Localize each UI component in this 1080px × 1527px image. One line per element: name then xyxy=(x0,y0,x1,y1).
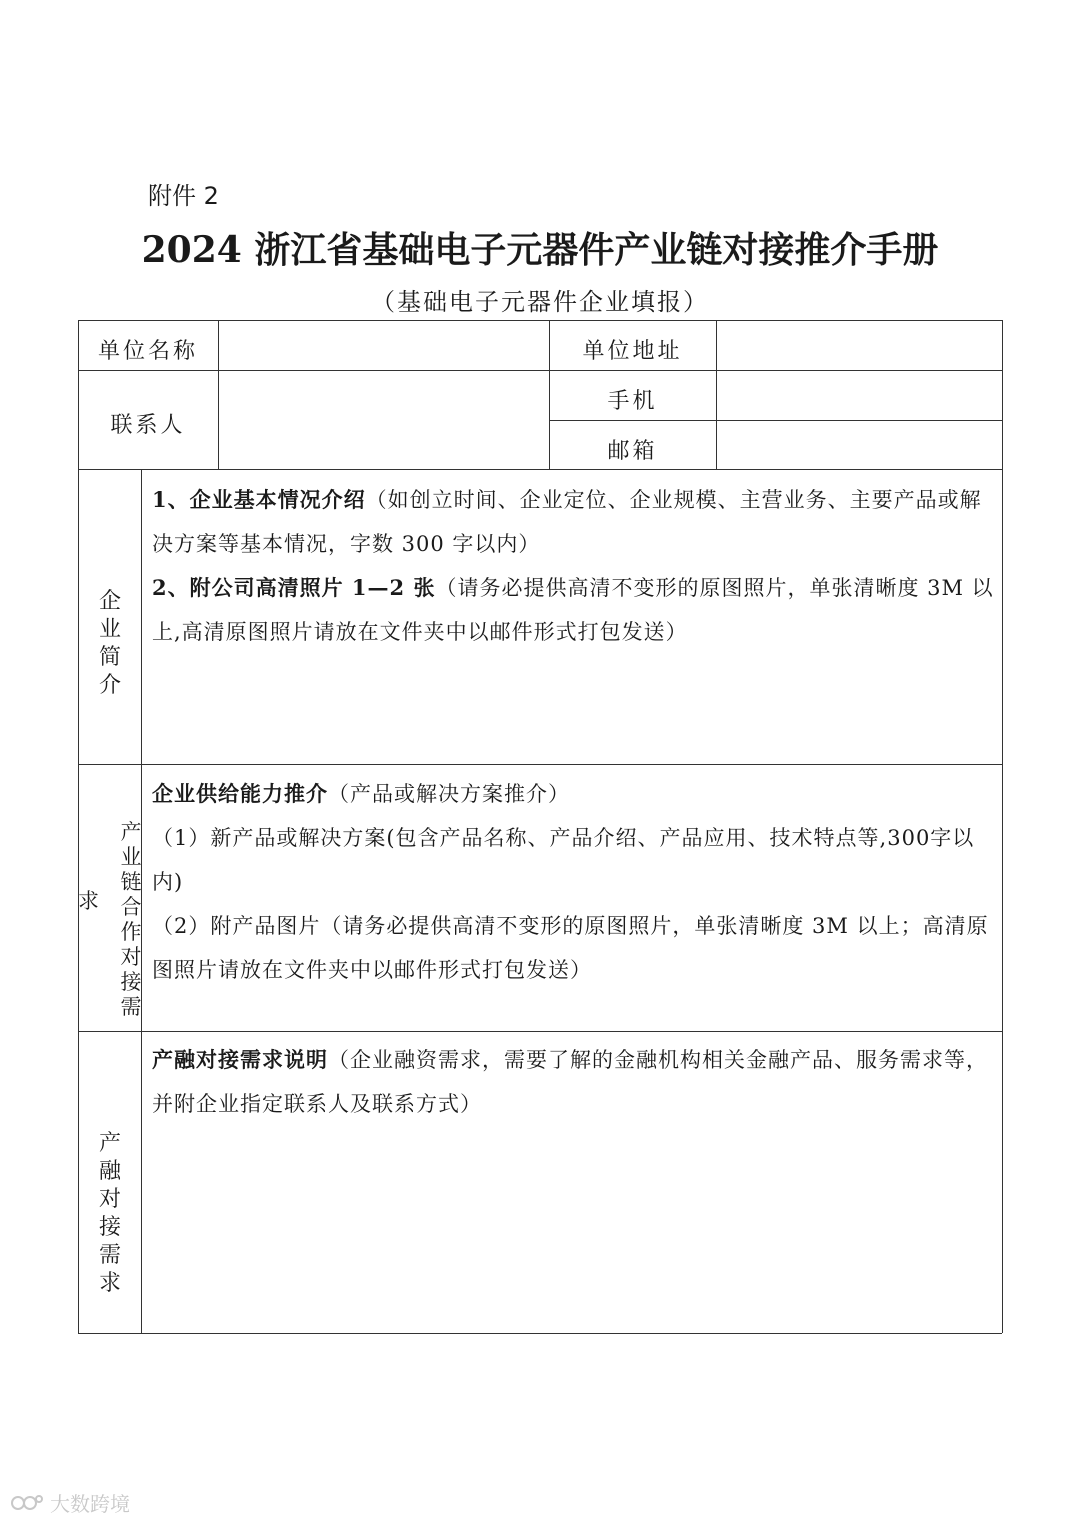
profile-item2-text: （请务必提供高清不变形的原图照片，单张清晰度 3M 以上,高清原图照片请放在文件夹中以邮件形式打包发送） xyxy=(152,576,994,644)
profile-item2-title: 2、附公司高清照片 1—2 张 xyxy=(152,575,436,600)
phone-label: 手机 xyxy=(607,389,658,414)
supply-heading: 企业供给能力推介 xyxy=(152,781,328,806)
supply-section-label: 产业链合作对接需 xyxy=(120,820,142,1019)
watermark xyxy=(10,1488,130,1517)
page-subtitle: （基础电子元器件企业填报） xyxy=(371,288,709,316)
phone-field[interactable] xyxy=(717,371,1002,420)
supply-heading-note: （产品或解决方案推介） xyxy=(328,782,570,806)
email-field[interactable] xyxy=(717,421,1002,469)
supply-content[interactable] xyxy=(152,772,994,992)
contact-field[interactable] xyxy=(219,371,549,469)
watermark-text: 大数跨境 xyxy=(50,1492,130,1516)
unit-name-label: 单位名称 xyxy=(97,339,198,364)
profile-item1-text: （如创立时间、企业定位、企业规模、主营业务、主要产品或解决方案等基本情况，字数 300 字以内） xyxy=(152,488,982,556)
supply-item-1: （1）新产品或解决方案(包含产品名称、产品介绍、产品应用、技术特点等,300字以内) xyxy=(152,826,975,894)
unit-address-field[interactable] xyxy=(717,321,1002,370)
unit-address-label: 单位地址 xyxy=(582,339,683,364)
page-title: 2024 浙江省基础电子元器件产业链对接推介手册 xyxy=(141,229,939,271)
finance-section-label: 产融对接需求 xyxy=(98,1131,121,1296)
supply-item-2: （2）附产品图片（请务必提供高清不变形的原图照片，单张清晰度 3M 以上；高清原图照片请放在文件夹中以邮件形式打包发送） xyxy=(152,914,989,982)
email-label: 邮箱 xyxy=(607,439,658,464)
attachment-label: 附件 2 xyxy=(148,182,219,210)
finance-heading: 产融对接需求说明 xyxy=(152,1047,328,1072)
profile-content[interactable] xyxy=(152,478,994,654)
finance-heading-note: （企业融资需求，需要了解的金融机构相关金融产品、服务需求等，并附企业指定联系人及联系方式） xyxy=(152,1048,988,1116)
profile-item1-title: 1、企业基本情况介绍 xyxy=(152,487,366,512)
profile-section-label: 企业简介 xyxy=(98,589,121,698)
contact-label: 联系人 xyxy=(110,413,186,438)
finance-content[interactable] xyxy=(152,1038,994,1126)
watermark-logo-icon xyxy=(10,1492,44,1514)
supply-section-label-tail: 求 xyxy=(78,889,99,913)
unit-name-field[interactable] xyxy=(219,321,549,370)
